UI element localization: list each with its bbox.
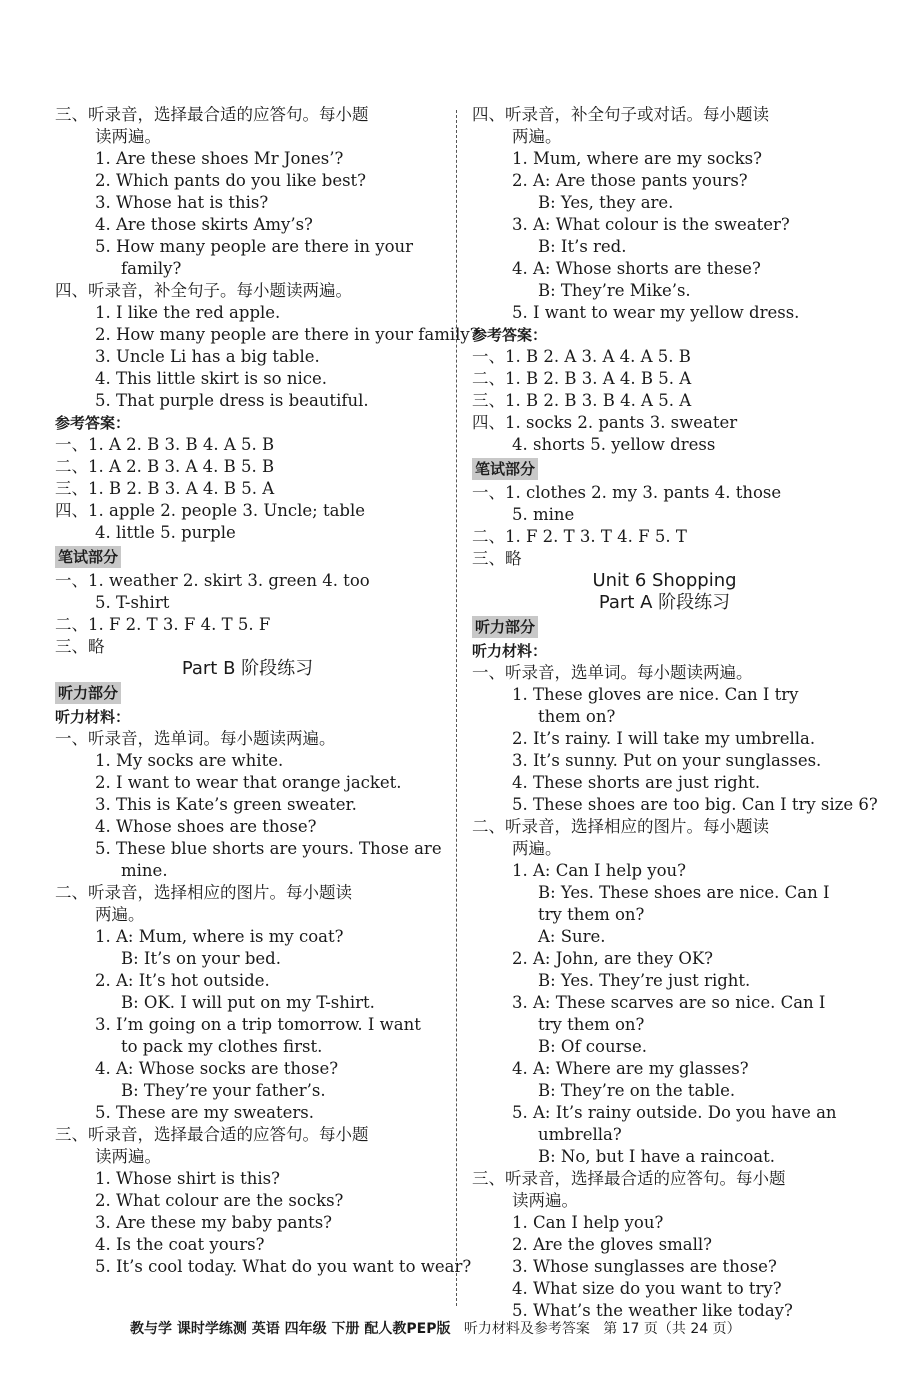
text-line: 5. A: It’s rainy outside. Do you have an [512,1103,837,1122]
text-line: 2. A: John, are they OK? [512,949,714,968]
text-line: 二、1. B 2. B 3. A 4. B 5. A [472,369,692,388]
text-line: 3. Whose sunglasses are those? [512,1257,777,1276]
text-line: 2. I want to wear that orange jacket. [95,773,402,792]
text-line: 4. shorts 5. yellow dress [512,435,716,454]
text-line: 一、1. clothes 2. my 3. pants 4. those [472,483,782,502]
text-line: 1. I like the red apple. [95,303,281,322]
text-line: 4. A: Whose shorts are these? [512,259,761,278]
text-line: 一、1. weather 2. skirt 3. green 4. too [55,571,370,590]
text-line: 三、1. B 2. B 3. B 4. A 5. A [472,391,692,410]
text-line: 3. A: What colour is the sweater? [512,215,790,234]
section-label: 笔试部分 [472,458,538,480]
text-line: 2. What colour are the socks? [95,1191,344,1210]
footer-brand: 教与学 课时学练测 英语 四年级 下册 配人教PEP版 [130,1321,451,1337]
text-line: 4. Is the coat yours? [95,1235,265,1254]
text-line: 二、1. A 2. B 3. A 4. B 5. B [55,457,275,476]
text-line: 5. I want to wear my yellow dress. [512,303,800,322]
text-line: 读两遍。 [95,1147,161,1166]
section-label: 听力部分 [55,682,121,704]
text-line: try them on? [538,1015,645,1034]
text-line: 4. This little skirt is so nice. [95,369,328,388]
text-line: 3. I’m going on a trip tomorrow. I want [95,1015,421,1034]
text-line: 4. A: Where are my glasses? [512,1059,749,1078]
section-heading: Unit 6 Shopping [592,570,737,591]
text-line: 两遍。 [512,839,562,858]
text-line: 三、略 [55,637,105,656]
text-line: B: No, but I have a raincoat. [538,1147,776,1166]
text-line: 二、1. F 2. T 3. T 4. F 5. T [472,527,687,546]
text-line: 三、1. B 2. B 3. A 4. B 5. A [55,479,275,498]
text-line: 四、1. socks 2. pants 3. sweater [472,413,738,432]
section-label-row [55,544,440,570]
text-line: 2. It’s rainy. I will take my umbrella. [512,729,816,748]
text-line: 一、听录音，选单词。每小题读两遍。 [55,729,336,748]
section-label: 笔试部分 [55,546,121,568]
text-line: 两遍。 [95,905,145,924]
section-label-row [55,680,440,706]
text-line: 三、听录音，选择最合适的应答句。每小题 [55,1125,369,1144]
text-line: 1. My socks are white. [95,751,284,770]
text-line: 4. Whose shoes are those? [95,817,317,836]
text-line: 读两遍。 [95,127,161,146]
text-line: 3. It’s sunny. Put on your sunglasses. [512,751,822,770]
text-line: 三、听录音，选择最合适的应答句。每小题 [472,1169,786,1188]
text-line: 5. It’s cool today. What do you want to wear? [95,1257,472,1276]
text-line: B: They’re Mike’s. [538,281,691,300]
text-line: 5. How many people are there in your [95,237,414,256]
text-line: 二、听录音，选择相应的图片。每小题读 [55,883,352,902]
text-line: 5. mine [512,505,575,524]
text-line: 四、1. apple 2. people 3. Uncle; table [55,501,366,520]
text-line: 1. Mum, where are my socks? [512,149,762,168]
text-line: 4. Are those skirts Amy’s? [95,215,313,234]
text-line: A: Sure. [538,927,606,946]
text-line: 4. These shorts are just right. [512,773,761,792]
text-line: B: OK. I will put on my T-shirt. [121,993,375,1012]
text-line: B: It’s red. [538,237,627,256]
text-line: to pack my clothes first. [121,1037,323,1056]
footer-section: 听力材料及参考答案 [463,1321,590,1337]
text-line: 三、略 [472,549,522,568]
text-line: try them on? [538,905,645,924]
subsection-title: 参考答案： [55,414,131,432]
text-line: 4. little 5. purple [95,523,236,542]
text-line: mine. [121,861,168,880]
text-line: 1. A: Can I help you? [512,861,687,880]
text-line: 3. Uncle Li has a big table. [95,347,320,366]
section-heading: Part A 阶段练习 [598,592,731,613]
text-line: 5. T-shirt [95,593,170,612]
text-line: 一、听录音，选单词。每小题读两遍。 [472,663,753,682]
text-line: 1. These gloves are nice. Can I try [512,685,799,704]
text-line: 1. Are these shoes Mr Jones’? [95,149,344,168]
text-line: 两遍。 [512,127,562,146]
text-line: them on? [538,707,616,726]
column-divider [456,110,457,1306]
section-label-row [472,614,857,640]
text-line: 1. Can I help you? [512,1213,664,1232]
text-line: 四、听录音，补全句子。每小题读两遍。 [55,281,352,300]
subsection-title: 参考答案： [472,326,548,344]
section-heading: Part B 阶段练习 [181,658,314,679]
left-column [55,104,479,1278]
text-line: 5. What’s the weather like today? [512,1301,793,1320]
section-label-row [472,456,857,482]
section-label: 听力部分 [472,616,538,638]
text-line: 二、听录音，选择相应的图片。每小题读 [472,817,769,836]
text-line: B: Yes. They’re just right. [538,971,751,990]
text-line: 5. These shoes are too big. Can I try size 6? [512,795,878,814]
text-line: 一、1. A 2. B 3. B 4. A 5. B [55,435,275,454]
text-line: 3. Are these my baby pants? [95,1213,333,1232]
text-line: B: They’re your father’s. [121,1081,326,1100]
text-line: B: They’re on the table. [538,1081,736,1100]
text-line: 2. Are the gloves small? [512,1235,712,1254]
text-line: 2. A: Are those pants yours? [512,171,748,190]
text-line: 3. A: These scarves are so nice. Can I [512,993,826,1012]
text-line: 2. Which pants do you like best? [95,171,367,190]
text-line: 三、听录音，选择最合适的应答句。每小题 [55,105,369,124]
page-footer [130,1318,810,1338]
text-line: umbrella? [538,1125,622,1144]
text-line: 1. A: Mum, where is my coat? [95,927,344,946]
subsection-title: 听力材料： [472,642,548,660]
text-line: B: It’s on your bed. [121,949,281,968]
text-line: 5. These are my sweaters. [95,1103,314,1122]
subsection-title: 听力材料： [55,708,131,726]
text-line: 2. A: It’s hot outside. [95,971,270,990]
text-line: B: Yes, they are. [538,193,674,212]
text-line: B: Yes. These shoes are nice. Can I [538,883,830,902]
text-line: 1. Whose shirt is this? [95,1169,280,1188]
text-line: 4. A: Whose socks are those? [95,1059,339,1078]
text-line: 一、1. B 2. A 3. A 4. A 5. B [472,347,691,366]
footer-page-number: 第 17 页（共 24 页） [603,1321,741,1337]
text-line: 二、1. F 2. T 3. F 4. T 5. F [55,615,271,634]
right-column [472,104,878,1322]
text-line: 3. Whose hat is this? [95,193,269,212]
text-line: B: Of course. [538,1037,647,1056]
text-line: 四、听录音，补全句子或对话。每小题读 [472,105,769,124]
text-line: 5. That purple dress is beautiful. [95,391,369,410]
text-line: 读两遍。 [512,1191,578,1210]
text-line: 3. This is Kate’s green sweater. [95,795,357,814]
text-line: 2. How many people are there in your family? [95,325,479,344]
text-line: 5. These blue shorts are yours. Those are [95,839,442,858]
text-line: 4. What size do you want to try? [512,1279,782,1298]
text-line: family? [121,259,182,278]
